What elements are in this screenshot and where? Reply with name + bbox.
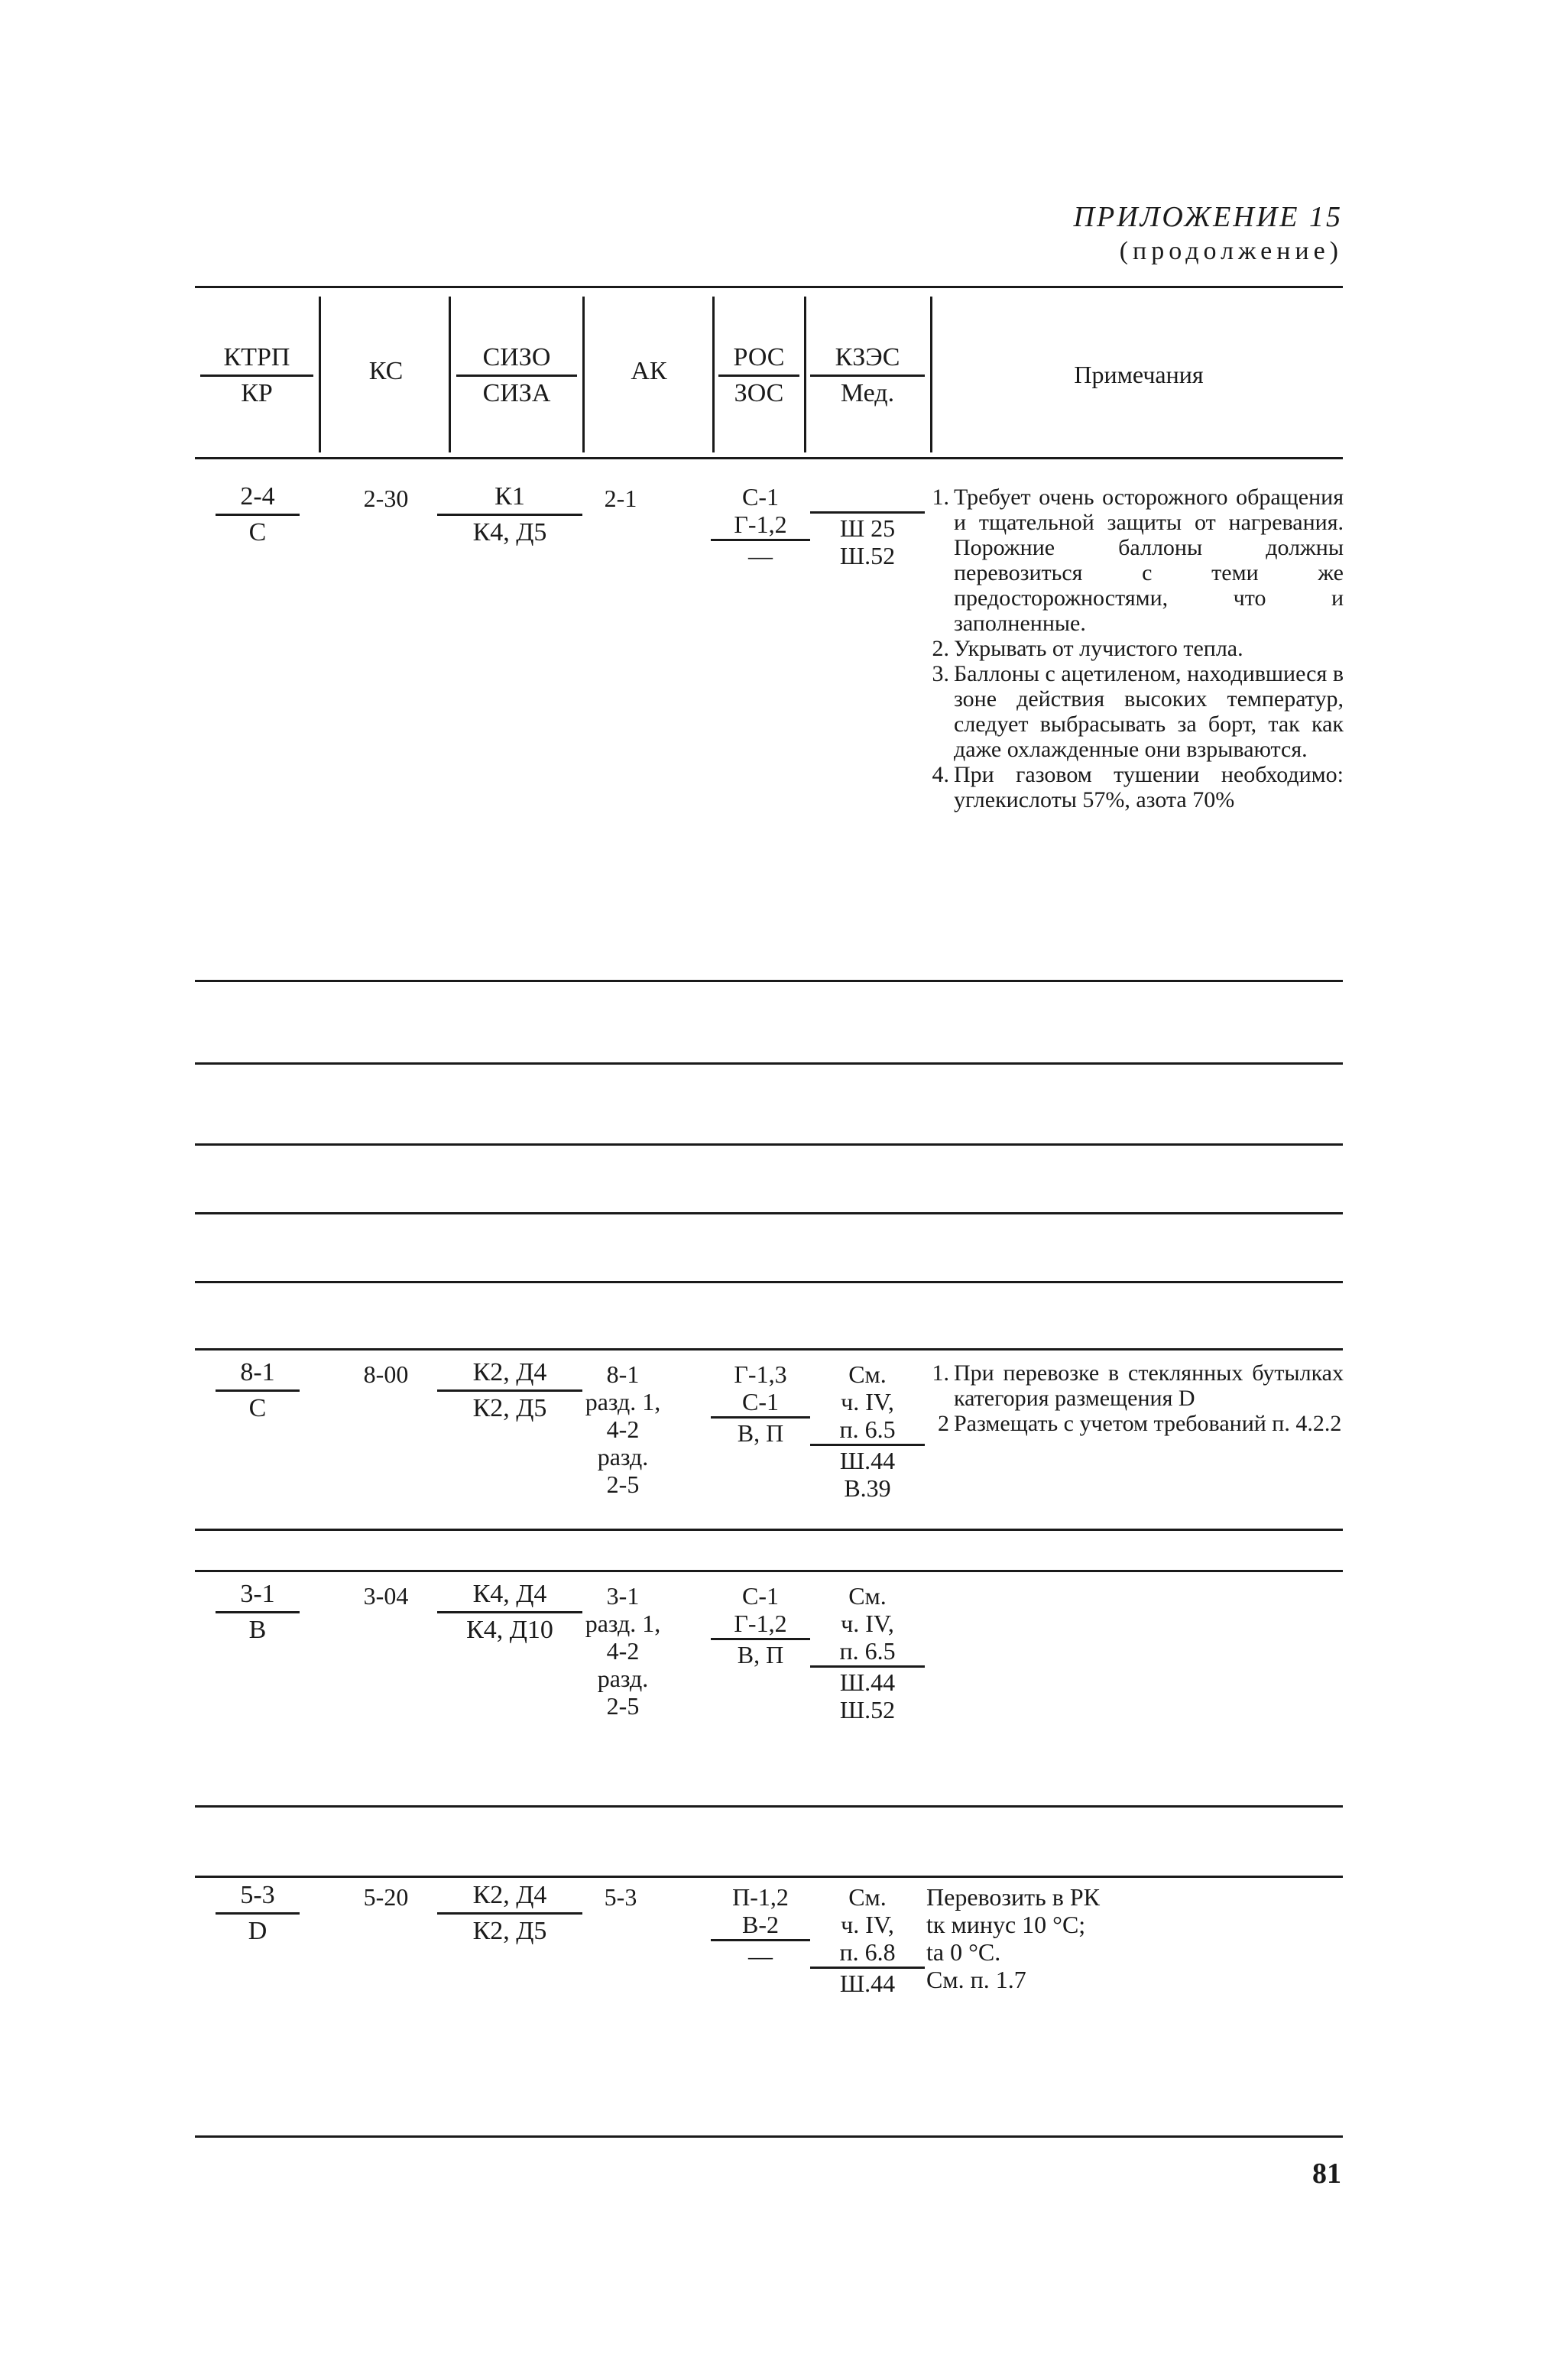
row1-notes (923, 485, 1344, 812)
col-header-ks: КС (368, 357, 404, 385)
row4-kr: D (248, 1917, 267, 1945)
row2-zos: В, П (737, 1419, 784, 1447)
note-text: tк минус 10 °С; (926, 1911, 1086, 1938)
row2-ak (566, 1360, 680, 1498)
note-text: Требует очень осторожного обращения и тщательной защиты от нагревания. Порожние баллоны должны перевозиться с теми же предосторожностями, что и заполненные. (954, 485, 1344, 636)
row3-ks: 3-04 (363, 1582, 409, 1610)
page-number: 81 (1312, 2158, 1341, 2190)
row2-ak-line: 4-2 (606, 1415, 640, 1443)
row-separator (195, 1143, 1343, 1146)
row-separator (195, 1281, 1343, 1283)
row3-kzes-line: ч. IV, (841, 1610, 894, 1637)
row3-kzes-med (810, 1582, 925, 1723)
note-text: Размещать с учетом требований п. 4.2.2 (954, 1411, 1342, 1436)
row-separator (195, 1212, 1343, 1214)
row3-sizo-siza (437, 1579, 582, 1646)
note-text: Укрывать от лучистого тепла. (954, 636, 1243, 661)
row1-siza: К4, Д5 (472, 518, 547, 546)
row2-med-line: Ш.44 (839, 1447, 896, 1474)
row1-ktrp-kr (200, 482, 315, 548)
row3-kr: В (248, 1616, 267, 1644)
row1-zos: — (748, 542, 773, 569)
header-divider (449, 297, 451, 452)
row4-kzes-line: п. 6.8 (839, 1938, 896, 1966)
col-header-ak: АК (631, 357, 667, 385)
row3-kzes-line: См. (848, 1582, 887, 1610)
table-header-rule (195, 457, 1343, 459)
row1-med-1: Ш 25 (839, 514, 896, 542)
header-divider (319, 297, 321, 452)
row1-kr: С (248, 518, 267, 546)
fraction-bar (711, 1638, 810, 1640)
row3-ros-1: С-1 (742, 1582, 779, 1610)
row1-ks: 2-30 (363, 485, 409, 512)
col-header-ktrp-kr (200, 342, 313, 409)
row2-ktrp-kr (200, 1357, 315, 1424)
row-separator (195, 1348, 1343, 1351)
row3-kzes-line: п. 6.5 (839, 1637, 896, 1665)
header-divider (804, 297, 806, 452)
row3-ros-zos (711, 1582, 810, 1668)
row3-ros-2: Г-1,2 (734, 1610, 787, 1637)
row3-med-line: Ш.44 (839, 1668, 896, 1696)
col-header-siza: СИЗА (482, 379, 551, 407)
row4-sizo: К2, Д4 (472, 1881, 547, 1909)
row4-kzes-line: ч. IV, (841, 1911, 894, 1938)
fraction-bar (711, 539, 810, 541)
row4-med-line: Ш.44 (839, 1970, 896, 1997)
row4-ros-2: В-2 (742, 1911, 779, 1938)
row2-med-line: В.39 (844, 1474, 891, 1502)
row4-ktrp: 5-3 (240, 1881, 275, 1909)
note-item (923, 1360, 1344, 1411)
row2-ks: 8-00 (363, 1360, 409, 1388)
row4-ros-zos (711, 1883, 810, 1970)
row1-ros-zos (711, 483, 810, 569)
col-header-kr: КР (241, 379, 273, 407)
row3-ktrp-kr (200, 1579, 315, 1646)
row4-notes (926, 1883, 1217, 1993)
row3-siza: К4, Д10 (466, 1616, 553, 1644)
row2-ros-2: С-1 (742, 1388, 779, 1415)
row1-ros-1: С-1 (742, 483, 779, 511)
header-divider (712, 297, 715, 452)
appendix-subtitle: (продолжение) (1119, 237, 1343, 265)
note-item (923, 636, 1344, 661)
note-text: tа 0 °С. (926, 1938, 1001, 1966)
row2-ak-line: разд. 1, (585, 1388, 661, 1415)
row3-ktrp: 3-1 (240, 1580, 275, 1608)
row1-sizo-siza (437, 482, 582, 548)
row4-kzes-line: См. (848, 1883, 887, 1911)
note-text: При перевозке в стеклянных бутылках категория размещения D (954, 1360, 1344, 1411)
fraction-bar (810, 511, 925, 514)
fraction-bar (810, 1444, 925, 1446)
row-separator (195, 980, 1343, 982)
row3-ak-line: разд. 1, (585, 1610, 661, 1637)
header-divider (582, 297, 585, 452)
row2-kzes-med (810, 1360, 925, 1502)
row2-ros-zos (711, 1360, 810, 1447)
row2-kzes-line: См. (848, 1360, 887, 1388)
row-separator (195, 1062, 1343, 1065)
row-separator (195, 1529, 1343, 1531)
note-item (923, 1411, 1344, 1436)
row3-sizo: К4, Д4 (472, 1580, 547, 1608)
note-text: Баллоны с ацетиленом, находившиеся в зоне действия высоких температур, следует выбрасывать за борт, так как даже охлажденные они взрываются. (954, 661, 1344, 762)
note-number: 2. (932, 636, 949, 661)
row2-sizo-siza (437, 1357, 582, 1424)
row-separator (195, 1876, 1343, 1878)
note-text: При газовом тушении необходимо: углекислоты 57%, азота 70% (954, 762, 1344, 812)
row4-ktrp-kr (200, 1880, 315, 1947)
note-item (923, 762, 1344, 812)
note-text: См. п. 1.7 (926, 1966, 1026, 1993)
appendix-title: ПРИЛОЖЕНИЕ 15 (1073, 201, 1343, 233)
note-text: Перевозить в РК (926, 1883, 1100, 1911)
row2-kzes-line: п. 6.5 (839, 1415, 896, 1443)
col-header-ktrp: КТРП (223, 343, 290, 371)
row3-med-line: Ш.52 (839, 1696, 896, 1723)
row1-med-2: Ш.52 (839, 542, 896, 569)
row2-ak-line: 2-5 (606, 1470, 640, 1498)
row2-ros-1: Г-1,3 (734, 1360, 787, 1388)
col-header-zos: ЗОС (734, 379, 784, 407)
col-header-kzes-med (810, 342, 925, 409)
row4-ak: 5-3 (604, 1883, 637, 1911)
row1-ak: 2-1 (604, 485, 637, 512)
row2-ak-line: 8-1 (606, 1360, 640, 1388)
row-separator (195, 1805, 1343, 1808)
note-number: 2 (938, 1411, 949, 1436)
row3-ak-line: 4-2 (606, 1637, 640, 1665)
note-number: 1. (932, 485, 949, 510)
row4-sizo-siza (437, 1880, 582, 1947)
note-item (923, 485, 1344, 636)
row-separator (195, 1570, 1343, 1572)
col-header-ros-zos (718, 342, 799, 409)
col-header-med: Мед. (840, 379, 895, 407)
row3-ak (566, 1582, 680, 1720)
row1-kzes-med (810, 483, 925, 569)
table-bottom-rule (195, 2135, 1343, 2138)
table-top-rule (195, 286, 1343, 288)
col-header-ros: РОС (733, 343, 785, 371)
row2-siza: К2, Д5 (472, 1394, 547, 1422)
row3-ak-line: 2-5 (606, 1692, 640, 1720)
fraction-bar (711, 1939, 810, 1941)
note-item (923, 661, 1344, 762)
row3-ak-line: разд. (597, 1665, 649, 1692)
row4-ks: 5-20 (363, 1883, 409, 1911)
row1-ros-2: Г-1,2 (734, 511, 787, 538)
row3-ak-line: 3-1 (606, 1582, 640, 1610)
note-number: 4. (932, 762, 949, 787)
row4-zos: — (748, 1942, 773, 1970)
col-header-sizo-siza (456, 342, 577, 409)
row2-notes (923, 1360, 1344, 1436)
row2-sizo: К2, Д4 (472, 1358, 547, 1386)
row4-kzes-med (810, 1883, 925, 1997)
header-divider (930, 297, 932, 452)
row2-ktrp: 8-1 (240, 1358, 275, 1386)
col-header-kzes: КЗЭС (835, 343, 900, 371)
row3-zos: В, П (737, 1641, 784, 1668)
row2-kzes-line: ч. IV, (841, 1388, 894, 1415)
row2-kr: С (248, 1394, 267, 1422)
col-header-notes: Примечания (1074, 361, 1204, 388)
row1-ktrp: 2-4 (240, 482, 275, 511)
row1-sizo: К1 (494, 482, 525, 511)
fraction-bar (810, 1967, 925, 1969)
row4-ros-1: П-1,2 (732, 1883, 789, 1911)
col-header-sizo: СИЗО (482, 343, 551, 371)
fraction-bar (810, 1665, 925, 1668)
fraction-bar (711, 1416, 810, 1419)
note-number: 3. (932, 661, 949, 686)
row4-siza: К2, Д5 (472, 1917, 547, 1945)
note-number: 1. (932, 1360, 949, 1386)
row2-ak-line: разд. (597, 1443, 649, 1470)
